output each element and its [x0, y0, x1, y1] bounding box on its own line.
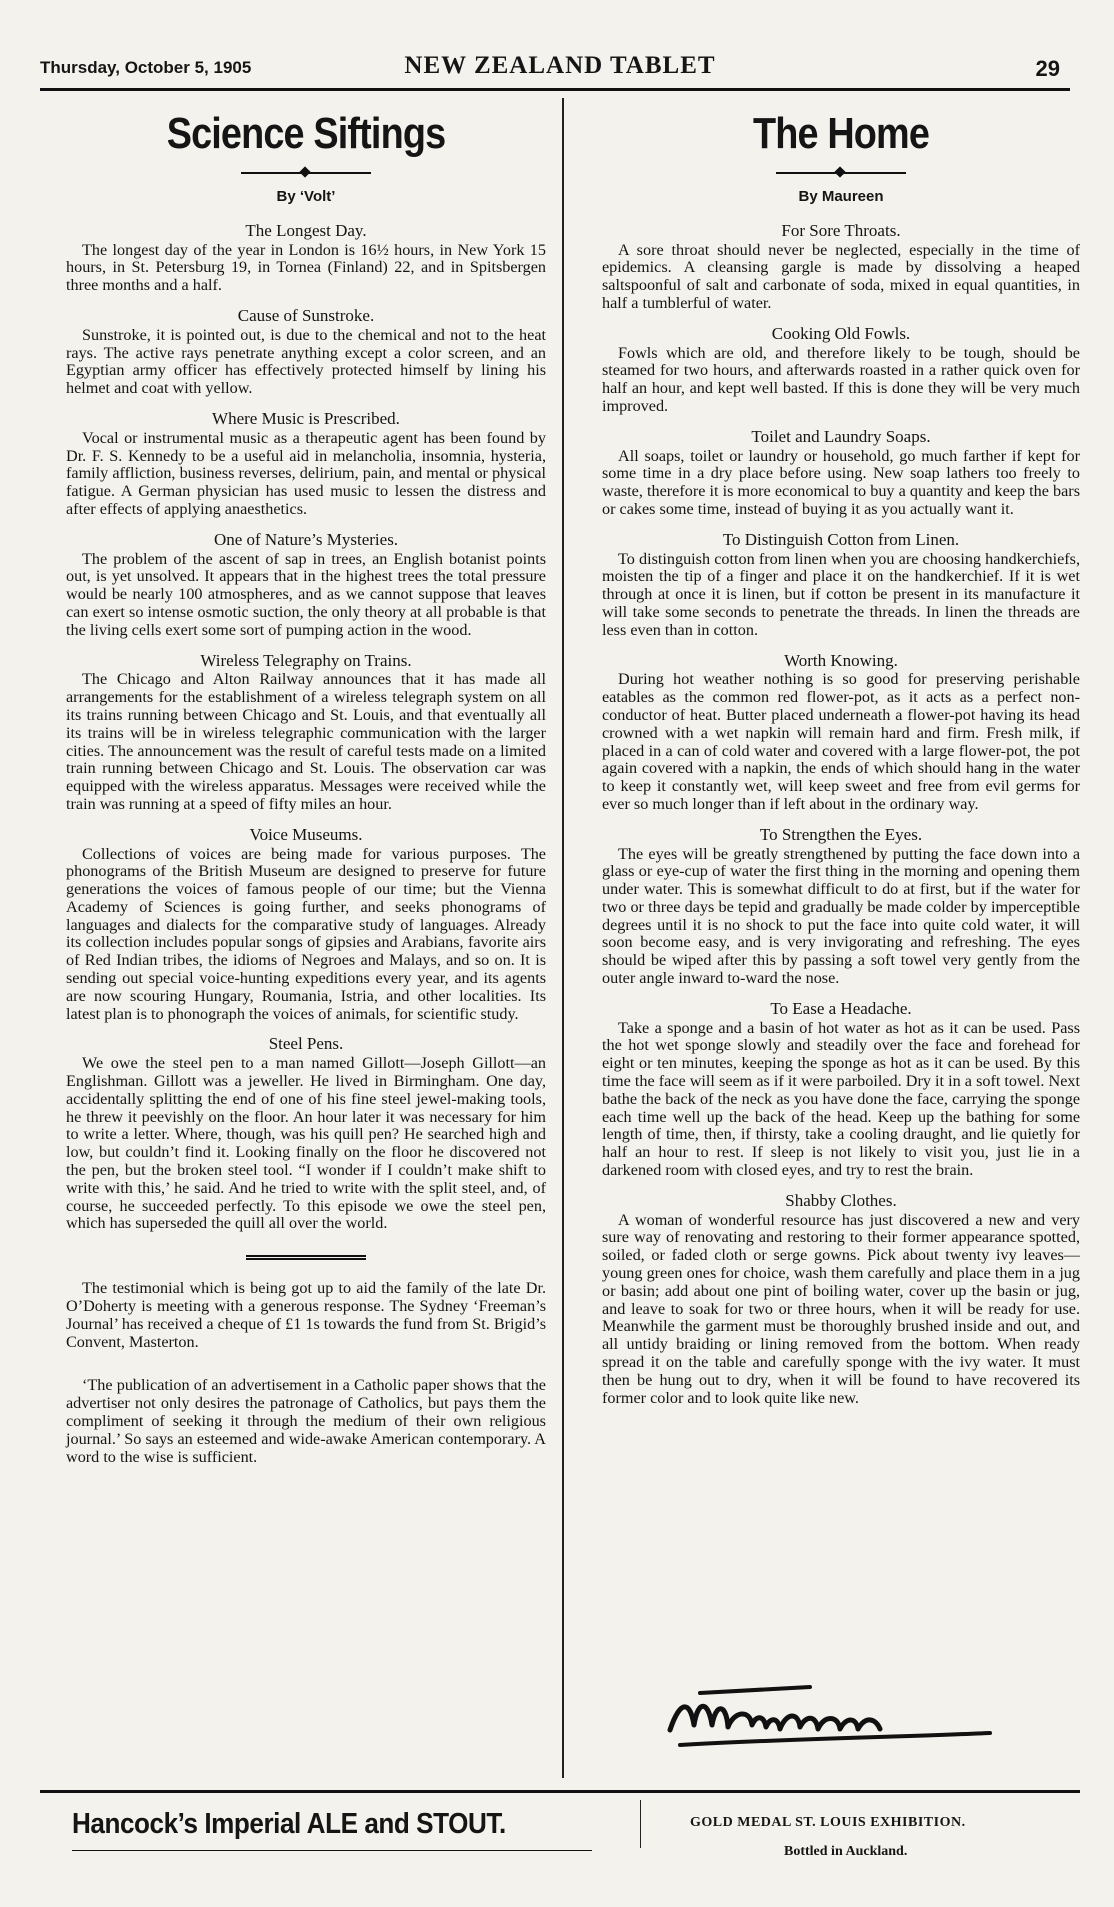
article-body: The longest day of the year in London is 16½ hours, in New York 15 hours, in St. Petersburg 19, in Tornea (Finland) 22, and in Spitsbergen three months and a half.	[66, 240, 546, 295]
article-heading: To Distinguish Cotton from Linen.	[722, 529, 960, 549]
article-heading: One of Nature’s Mysteries.	[213, 529, 399, 549]
science-byline: By ‘Volt’	[276, 188, 336, 205]
article-heading: Steel Pens.	[268, 1034, 344, 1054]
article-heading: Voice Museums.	[249, 824, 363, 844]
issue-date: Thursday, October 5, 1905	[40, 58, 252, 77]
article-body: Sunstroke, it is pointed out, is due to the chemical and not to the heat rays. The active rays penetrate anything except a color screen, and an Egyptian army officer has effectively protected himself by lining his helmet and coat with yellow.	[66, 325, 546, 398]
article-heading: Wireless Telegraphy on Trains.	[200, 650, 412, 670]
article-heading: Cooking Old Fowls.	[771, 323, 911, 343]
section-divider	[246, 1255, 366, 1262]
ornament-divider	[241, 168, 371, 178]
gold-medal-line: GOLD MEDAL ST. LOUIS EXHIBITION.	[690, 1815, 966, 1830]
article-heading: Worth Knowing.	[784, 650, 898, 670]
article-body: Vocal or instrumental music as a therapeutic agent has been found by Dr. F. S. Kennedy to be a useful aid in melancholia, insomnia, hysteria, family affliction, business reverses, delirium, pain, and mental or physical fatigue. A German physician has used music to lessen the distress and after effects of applying anaesthetics.	[66, 428, 546, 518]
article-body: The eyes will be greatly strengthened by putting the face down into a glass or eye-cup of water the first thing in the morning and opening them under water. This is somewhat difficult to do at first, but if the water for two or three days be tepid and gradually be made colder by imperceptible degrees until it is no shock to put the face into quite cold water, it will soon become easy, and is very invigorating and refreshing. The eyes should be wiped after this by passing a soft towel very gently from the outer angle inward to-ward the nose.	[602, 844, 1080, 988]
footer-rule	[40, 1790, 1080, 1793]
article-heading: Shabby Clothes.	[785, 1190, 897, 1210]
home-title: The Home	[752, 109, 930, 158]
news-note: The testimonial which is being got up to aid the family of the late Dr. O’Doherty is meeting with a generous response. The Sydney ‘Freeman’s Journal’ has received a cheque of £1 1s towards the fund from St. Brigid’s Convent, Masterton.	[66, 1279, 546, 1351]
masthead-rule	[40, 88, 1070, 91]
article-body: Collections of voices are being made for various purposes. The phonograms of the British Museum are designed to preserve for future generations the voices of famous people of our time; but the Vienna Academy of Sciences is going further, and seeks phonograms of languages and dialects for the comparative study of languages. Already its collection includes popular songs of gipsies and Arabians, favorite airs of Red Indian tribes, the idioms of Negroes and Malays, and so on. It is sending out special voice-hunting expeditions every year, and its agents are now scouring Hungary, Roumania, Istria, and other localities. Its latest plan is to phonograph the voices of animals, for scientific study.	[66, 844, 546, 1023]
newspaper-title: NEW ZEALAND TABLET	[404, 52, 716, 79]
maureen-signature	[660, 1675, 1040, 1755]
ornament-divider	[776, 168, 906, 178]
hancock-ad: Hancock’s Imperial ALE and STOUT.	[72, 1808, 506, 1840]
article-heading: The Longest Day.	[245, 220, 367, 240]
article-body: Take a sponge and a basin of hot water as hot as it can be used. Pass the hot wet sponge slowly and steadily over the face and forehead for eight or ten minutes, keeping the sponge as hot as it can be used. By this time the face will seem as if it were parboiled. Dry it in a soft towel. Next bathe the back of the neck as you have done the face, carrying the sponge each time well up the back of the head. Keep up the bathing for some length of time, then, if thirsty, take a cooling draught, and lie quietly for half an hour to rest. If sleep is not likely to visit you, just lie in a darkened room with closed eyes, and try to rest the brain.	[602, 1018, 1080, 1180]
masthead	[40, 50, 1080, 86]
science-column	[66, 98, 546, 1466]
article-body: All soaps, toilet or laundry or household, go much farther if kept for some time in a dry place before using. New soap lathers too freely to waste, therefore it is more economical to buy a quantity and keep the bars or cakes some time, instead of buying it as you actually want it.	[602, 446, 1080, 518]
article-body: We owe the steel pen to a man named Gillott—Joseph Gillott—an Englishman. Gillott was a jeweller. He lived in Birmingham. One day, accidentally splitting the end of one of his fine steel jewel-making tools, he threw it peevishly on the floor. An hour later it was necessary for him to write a letter. Where, though, was his quill pen? He searched high and low, but couldn’t find it. Looking finally on the floor he discovered not the pen, but the broken steel tool. “I wonder if I couldn’t make shift to write with this,’ he said. And he tried to write with the split steel, and, of course, he succeeded perfectly. To this episode we owe the steel pen, which has superseded the quill all over the world.	[66, 1054, 546, 1233]
science-title: Science Siftings	[166, 109, 446, 158]
article-body: The problem of the ascent of sap in trees, an English botanist points out, is yet unsolved. It appears that in the highest trees the total pressure would be nearly 100 atmospheres, and as we cannot suppose that leaves can exert so intense osmotic suction, the only theory at all probable is that the living cells exert some sort of pumping action in the wood.	[66, 549, 546, 639]
article-heading: Cause of Sunstroke.	[237, 305, 375, 325]
article-heading: Toilet and Laundry Soaps.	[751, 426, 931, 446]
news-note: ‘The publication of an advertisement in a Catholic paper shows that the advertiser not only desires the patronage of Catholics, but pays them the compliment of seeking it through the medium of their own religious journal.’ So says an esteemed and wide-awake American contemporary. A word to the wise is sufficient.	[66, 1376, 546, 1466]
page-number: 29	[1035, 56, 1060, 81]
article-body: A sore throat should never be neglected, especially in the time of epidemics. A cleansing gargle is made by dissolving a heaped saltspoonful of salt and carbonate of soda, mixed in equal quantities, in half a tumblerful of water.	[602, 240, 1080, 312]
article-body: During hot weather nothing is so good for preserving perishable eatables as the common red flower-pot, as it acts as a perfect non-conductor of heat. Butter placed underneath a flower-pot having its head crowned with a wet napkin will remain hard and firm. Fresh milk, if placed in a can of cold water and covered with a large flower-pot, the pot again covered with a napkin, the ends of which should hang in the water to keep it constantly wet, will keep sweet and free from evil germs for ever so much longer than if left about in the ordinary way.	[602, 670, 1080, 813]
article-heading: To Ease a Headache.	[770, 998, 912, 1018]
article-heading: For Sore Throats.	[781, 220, 901, 240]
home-column	[602, 98, 1080, 1407]
ad-underline	[72, 1850, 592, 1851]
article-body: The Chicago and Alton Railway announces that it has made all arrangements for the establishment of a wireless telegraph system on all its trains running between Chicago and St. Louis, and that eventually all its trains will be in wireless telegraphic communication with the larger cities. The announcement was the result of careful tests made on a limited train running between Chicago and St. Louis. The observation car was equipped with the wireless apparatus. Messages were received while the train was running at a speed of fifty miles an hour.	[66, 670, 546, 813]
article-heading: Where Music is Prescribed.	[212, 408, 400, 428]
column-divider	[562, 98, 564, 1778]
article-body: Fowls which are old, and therefore likely to be tough, should be steamed for two hours, and afterwards roasted in a rather quick oven for half an hour, and kept well basted. If this is done they will be very much improved.	[602, 343, 1080, 415]
ad-separator	[640, 1800, 641, 1848]
home-byline: By Maureen	[798, 188, 884, 205]
article-body: To distinguish cotton from linen when you are choosing handkerchiefs, moisten the tip of a finger and place it on the handkerchief. If it is wet through at once it is linen, but if cotton be present in its manufacture it will take some seconds to penetrate the threads. In linen the threads are less even than in cotton.	[602, 549, 1080, 639]
bottled-line: Bottled in Auckland.	[784, 1844, 908, 1859]
article-body: A woman of wonderful resource has just discovered a new and very sure way of renovating and restoring to their former appearance spotted, soiled, or faded cloth or serge gowns. Pick about twenty ivy leaves—young green ones for choice, wash them carefully and place them in a jug or basin; add about one pint of boiling water, cover up the basin or jug, and leave to soak for two or three hours, when it will be ready for use. Meanwhile the garment must be thoroughly brushed inside and out, and all untidy braiding or lining removed from the bottom. When ready spread it on the table and carefully sponge with the ivy water. It must then be hung out to dry, when it will be found to have recovered its former color and to look quite like new.	[602, 1210, 1080, 1407]
article-heading: To Strengthen the Eyes.	[759, 824, 923, 844]
